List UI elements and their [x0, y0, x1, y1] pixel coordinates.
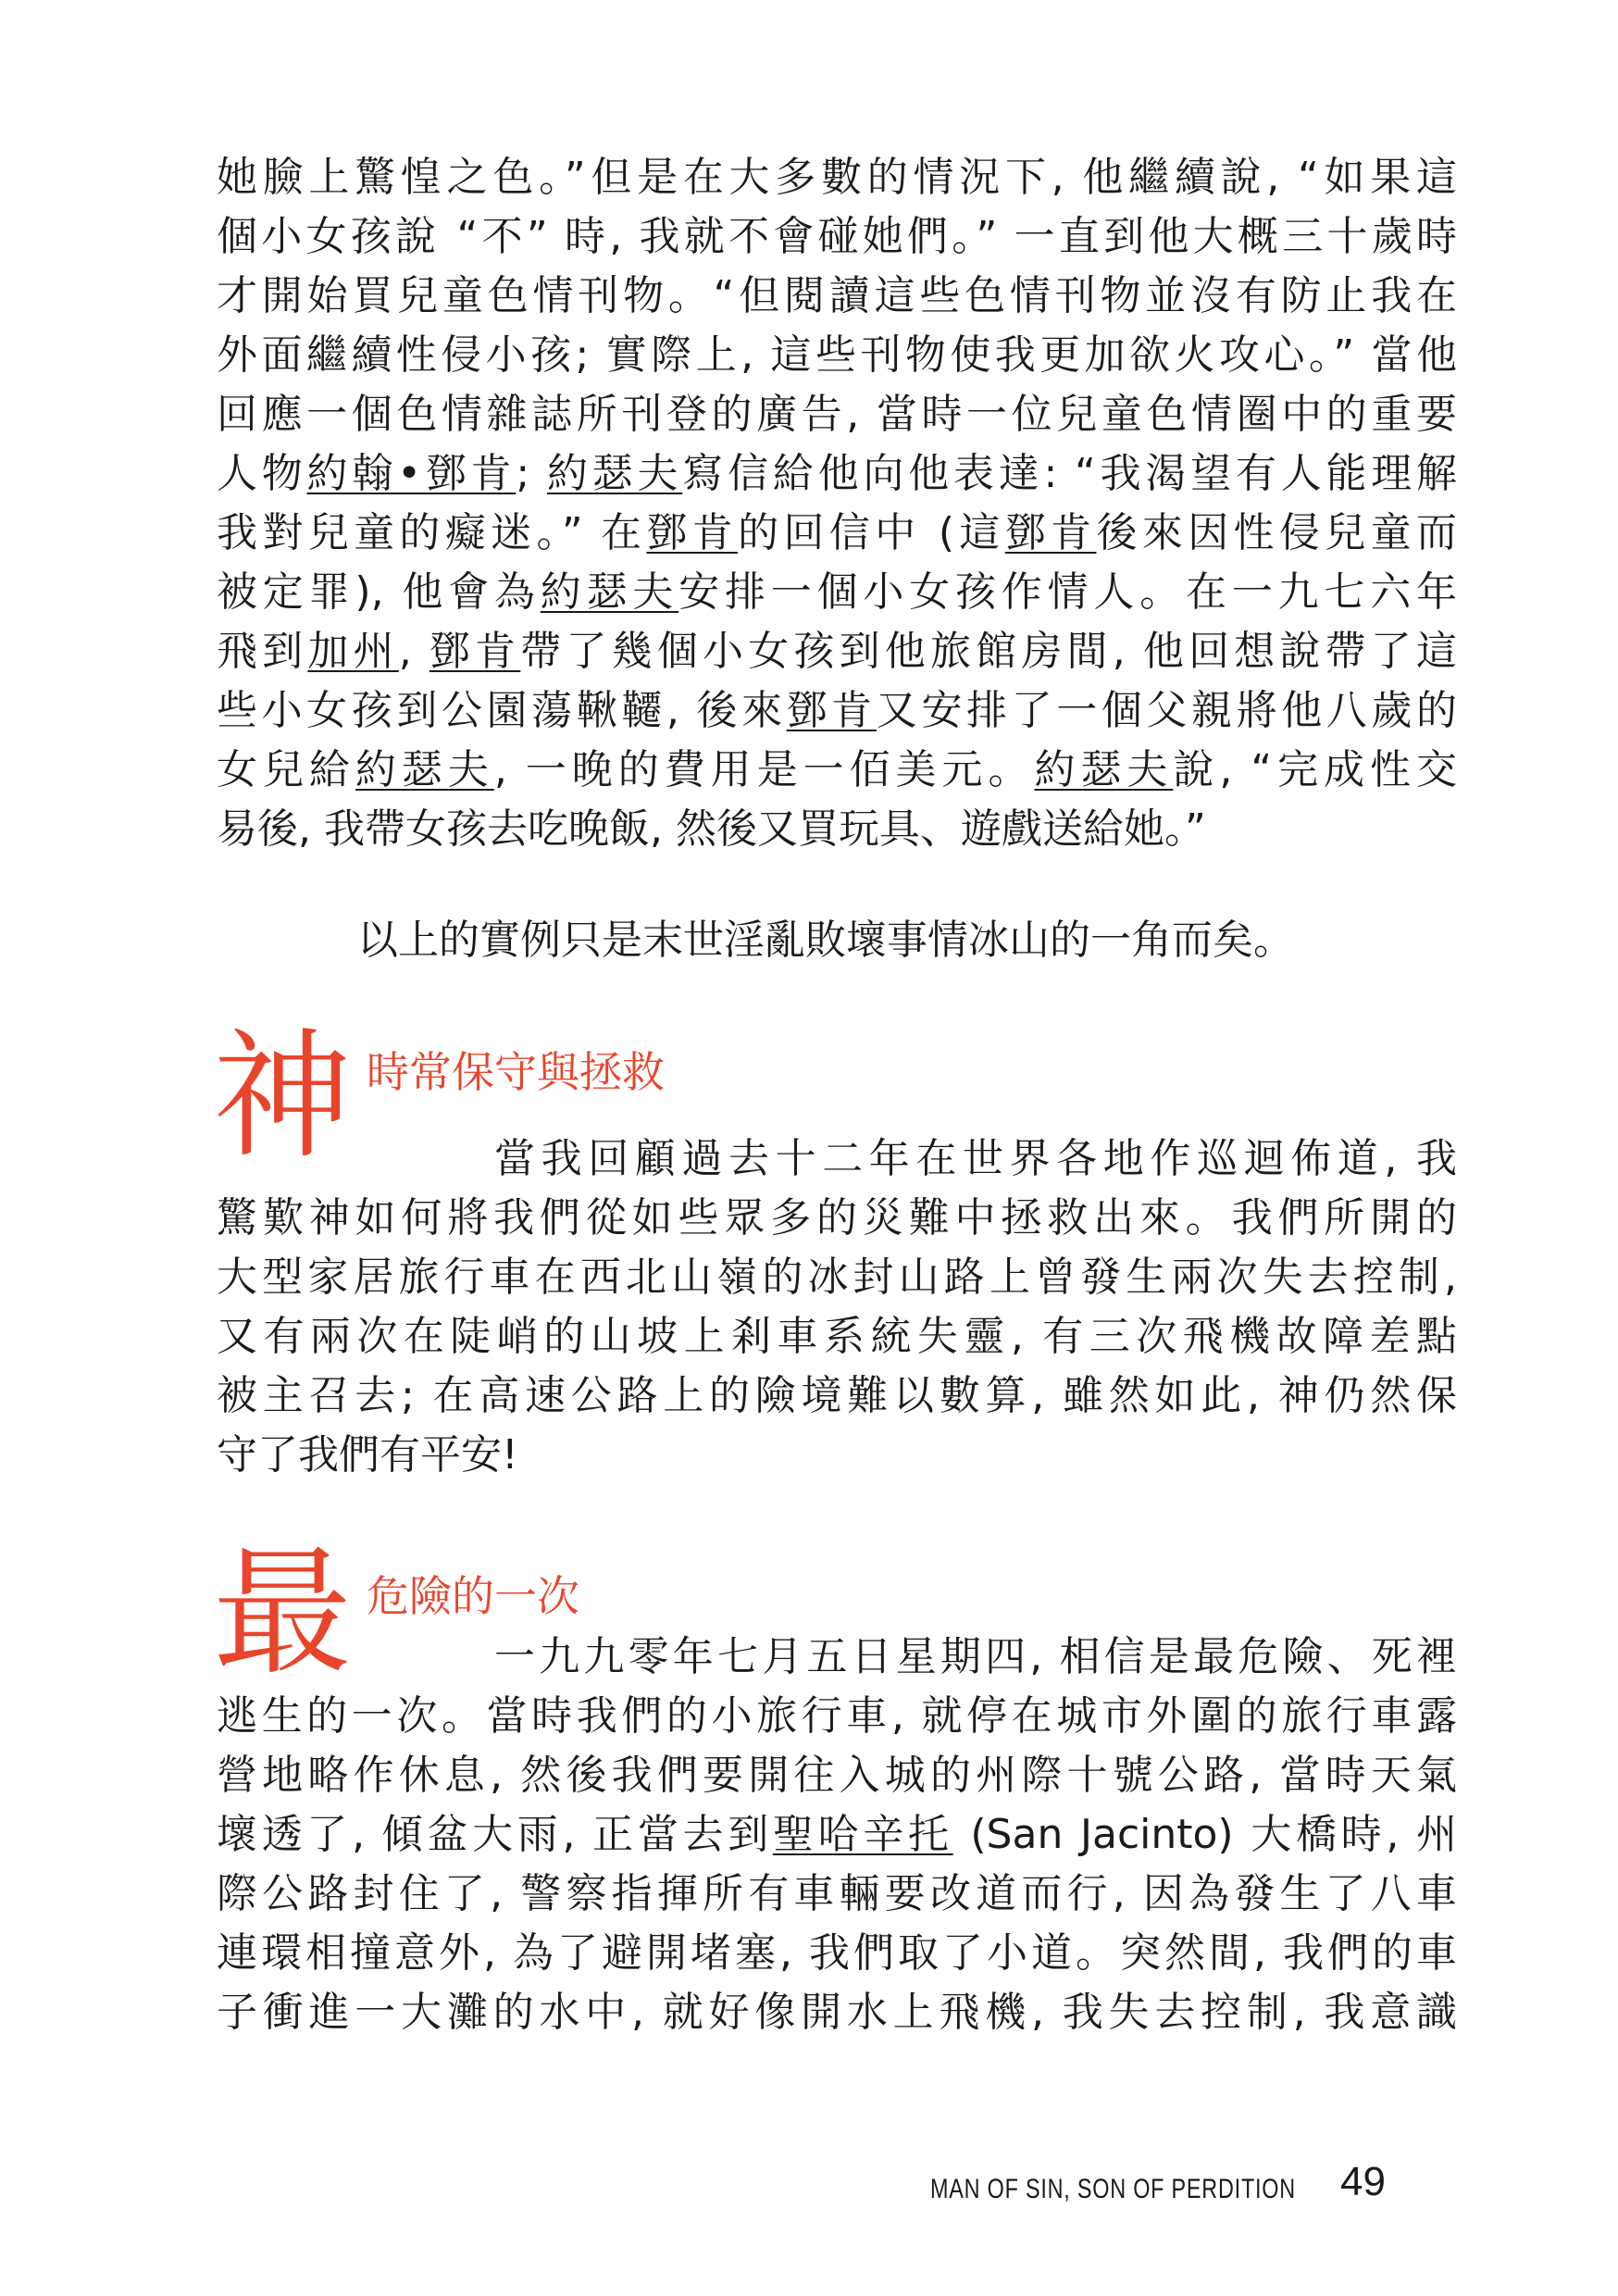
underlined-name: 鄧肯 — [786, 687, 877, 734]
underlined-name: 聖哈辛托 — [772, 1811, 953, 1858]
text-run: 說, “完成性交 — [1173, 746, 1458, 793]
underlined-name: 鄧肯 — [1004, 509, 1097, 556]
underlined-name: 約翰•鄧肯 — [306, 450, 517, 497]
page-number: 49 — [1340, 2159, 1386, 2204]
text-line — [217, 622, 1457, 681]
text-line: 營地略作休息, 然後我們要開往入城的州際十號公路, 當時天氣 — [217, 1752, 1457, 1799]
text-run: ; — [516, 450, 547, 497]
text-line: 回應一個色情雜誌所刊登的廣告, 當時一位兒童色情圈中的重要 — [217, 391, 1457, 438]
text-line: 逃生的一次。當時我們的小旅行車, 就停在城市外圍的旅行車露 — [217, 1692, 1457, 1740]
body-paragraph-1 — [217, 148, 1457, 859]
section-2-subheading: 危險的一次 — [367, 1571, 579, 1621]
section-2-paragraph — [217, 1628, 1457, 2042]
underlined-name: 約瑟夫 — [1034, 746, 1174, 793]
text-line: 她臉上驚惶之色。”但是在大多數的情況下, 他繼續說, “如果這 — [217, 154, 1457, 201]
text-run: 人物 — [217, 450, 307, 497]
underlined-name: 加州 — [307, 628, 399, 675]
text-run: 我對兒童的癡迷。” 在 — [217, 509, 647, 556]
section-1-paragraph — [217, 1129, 1457, 1485]
text-run: 帶了幾個小女孩到他旅館房間, 他回想說帶了這 — [520, 628, 1457, 675]
text-line: 守了我們有平安! — [217, 1431, 518, 1479]
section-1-subheading: 時常保守與拯救 — [367, 1047, 665, 1097]
text-line — [217, 681, 1457, 741]
text-line: 被主召去; 在高速公路上的險境難以數算, 雖然如此, 神仍然保 — [217, 1372, 1457, 1419]
text-line — [217, 504, 1457, 563]
text-line: 驚歎神如何將我們從如些眾多的災難中拯救出來。我們所開的 — [217, 1194, 1457, 1242]
text-run: 壞透了, 傾盆大雨, 正當去到 — [217, 1811, 773, 1858]
text-line: 外面繼續性侵小孩; 實際上, 這些刊物使我更加欲火攻心。” 當他 — [217, 331, 1457, 379]
running-footer-title: MAN OF SIN, SON OF PERDITION — [930, 2174, 1296, 2204]
text-run: 的回信中 (這 — [738, 509, 1005, 556]
text-line: 子衝進一大灘的水中, 就好像開水上飛機, 我失去控制, 我意識 — [217, 1989, 1457, 2036]
text-line — [217, 741, 1457, 800]
text-run: 飛到 — [217, 628, 308, 675]
underlined-name: 約瑟夫 — [546, 450, 683, 497]
body-paragraph-2 — [217, 911, 1457, 970]
text-line — [217, 444, 1457, 504]
text-line: 又有兩次在陡峭的山坡上剎車系統失靈, 有三次飛機故障差點 — [217, 1313, 1457, 1360]
text-line: 以上的實例只是末世淫亂敗壞事情冰山的一角而矣。 — [357, 917, 1294, 964]
text-line: 個小女孩說 “不” 時, 我就不會碰她們。” 一直到他大概三十歲時 — [217, 213, 1457, 260]
underlined-name: 約瑟夫 — [540, 568, 679, 616]
text-line: 大型家居旅行車在西北山嶺的冰封山路上曾發生兩次失去控制, — [217, 1254, 1457, 1301]
text-run: 女兒給 — [217, 746, 355, 793]
text-line: 連環相撞意外, 為了避開堵塞, 我們取了小道。突然間, 我們的車 — [217, 1929, 1457, 1977]
text-line: 際公路封住了, 警察指揮所有車輛要改道而行, 因為發生了八車 — [217, 1870, 1457, 1917]
text-run: 又安排了一個父親將他八歲的 — [876, 687, 1457, 734]
text-run: (San Jacinto) 大橋時, 州 — [952, 1811, 1457, 1858]
text-line: 易後, 我帶女孩去吃晚飯, 然後又買玩具、遊戲送給她。” — [217, 805, 1206, 853]
text-run: 後來因性侵兒童而 — [1096, 509, 1457, 556]
underlined-name: 鄧肯 — [646, 509, 739, 556]
underlined-name: 鄧肯 — [429, 628, 521, 675]
text-line — [217, 1805, 1457, 1865]
text-run: 些小女孩到公園蕩鞦韆, 後來 — [217, 687, 787, 734]
text-run: , — [398, 628, 429, 675]
text-line — [217, 563, 1457, 622]
drop-cap-2: 最 — [213, 1533, 353, 1694]
text-run: 寫信給他向他表達: “我渴望有人能理解 — [682, 450, 1458, 497]
text-run: 被定罪), 他會為 — [217, 568, 541, 616]
text-run: , 一晚的費用是一佰美元。 — [493, 746, 1035, 793]
text-run: 安排一個小女孩作情人。在一九七六年 — [678, 568, 1458, 616]
text-line: 才開始買兒童色情刊物。“但閱讀這些色情刊物並沒有防止我在 — [217, 272, 1457, 319]
text-line: 一九九零年七月五日星期四, 相信是最危險、死裡 — [494, 1633, 1457, 1680]
drop-cap-1: 神 — [213, 1017, 353, 1178]
text-line: 當我回顧過去十二年在世界各地作巡迴佈道, 我 — [494, 1135, 1457, 1182]
underlined-name: 約瑟夫 — [355, 746, 494, 793]
